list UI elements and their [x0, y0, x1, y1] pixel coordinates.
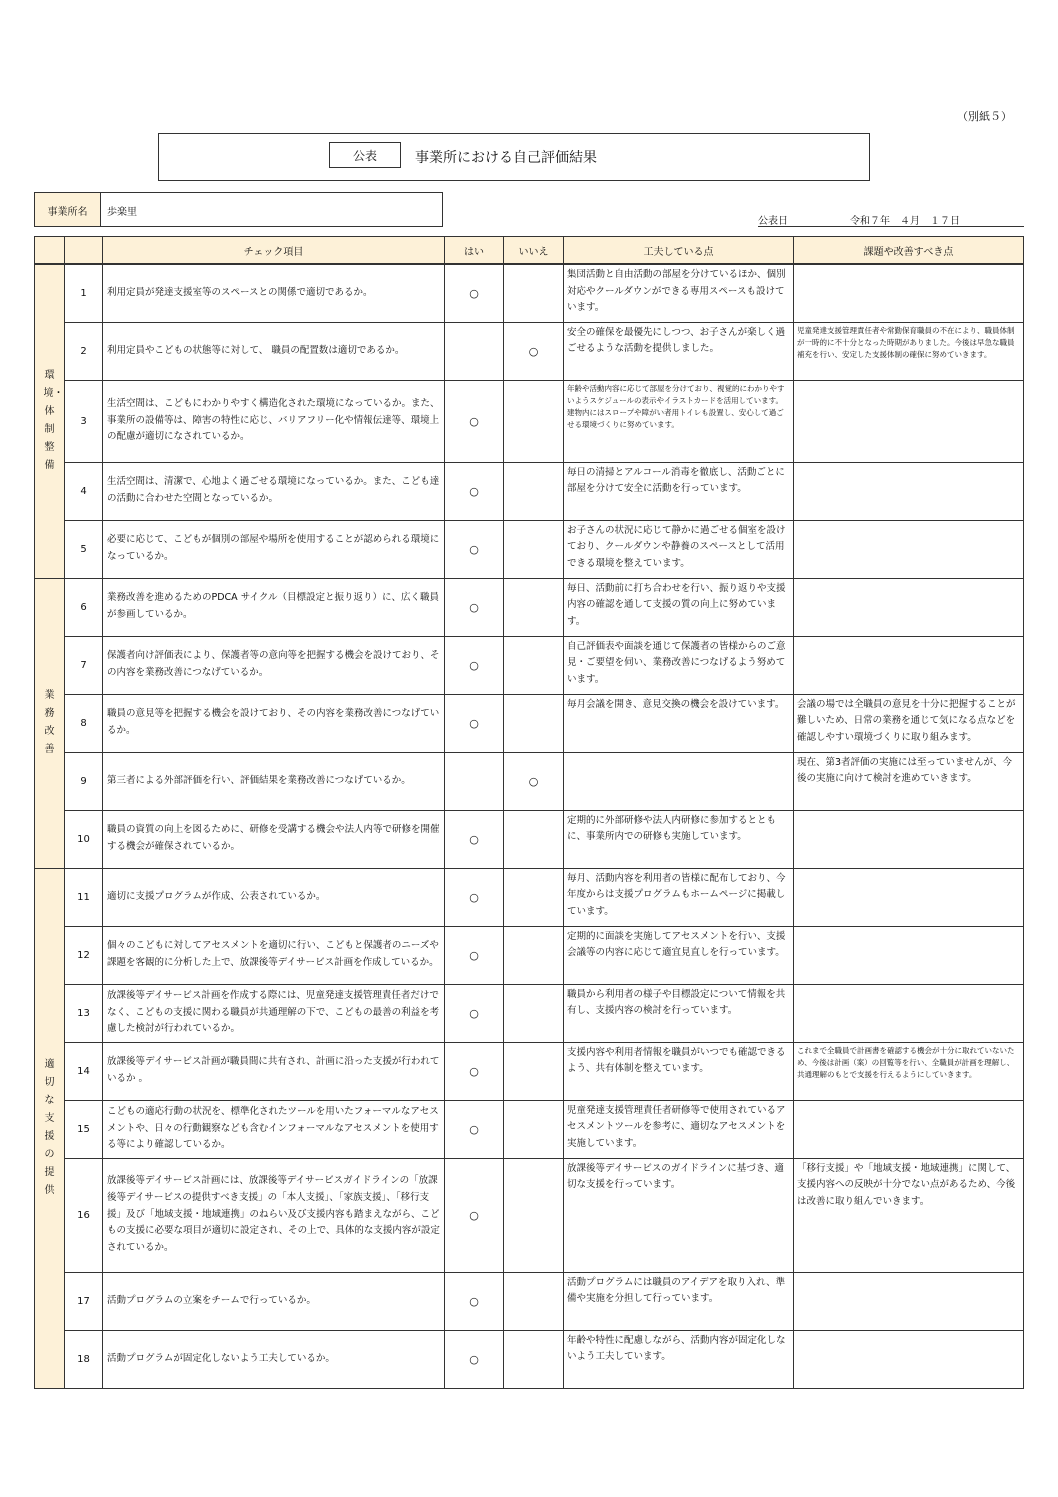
issue-note [794, 578, 1024, 636]
issue-note [794, 636, 1024, 694]
row-number: 9 [65, 752, 103, 810]
issue-note [794, 1100, 1024, 1158]
table-row [35, 1330, 1024, 1388]
no-mark [504, 520, 564, 578]
publication-date-value: 令和７年 ４月 １７日 [850, 216, 960, 227]
table-row [35, 868, 1024, 926]
table-row [35, 926, 1024, 984]
effort-note: 年齢や活動内容に応じて部屋を分けており、視覚的にわかりやすいようスケジュールの表示やイラストカードを活用しています。建物内にはスロープや障がい者用トイレも設置し、安心して過ごせる環境づくりに努めています。 [564, 380, 794, 462]
yes-mark: ○ [445, 520, 504, 578]
header-yes: はい [445, 237, 504, 265]
row-number: 8 [65, 694, 103, 752]
header-no: いいえ [504, 237, 564, 265]
yes-mark: ○ [445, 1100, 504, 1158]
effort-note: 毎月会議を開き、意見交換の機会を設けています。 [564, 694, 794, 752]
row-number: 16 [65, 1158, 103, 1272]
issue-note [794, 520, 1024, 578]
row-number: 17 [65, 1272, 103, 1330]
yes-mark: ○ [445, 1042, 504, 1100]
no-mark [504, 694, 564, 752]
issue-note [794, 1272, 1024, 1330]
document-title: 事業所における自己評価結果 [415, 150, 597, 166]
table-row [35, 752, 1024, 810]
yes-mark: ○ [445, 264, 504, 322]
no-mark [504, 462, 564, 520]
yes-mark: ○ [445, 1272, 504, 1330]
office-box [34, 192, 443, 227]
office-label: 事業所名 [35, 193, 101, 226]
category-label: 環境・体制整備 [43, 370, 64, 472]
issue-note [794, 868, 1024, 926]
table-row [35, 264, 1024, 322]
check-item: 必要に応じて、こどもが個別の部屋や場所を使用することが認められる環境になっているか。 [103, 520, 445, 578]
header-check-item: チェック項目 [103, 237, 445, 265]
effort-note: 毎日、活動前に打ち合わせを行い、振り返りや支援内容の確認を通して支援の質の向上に努めています。 [564, 578, 794, 636]
divider [758, 226, 1024, 227]
row-number: 2 [65, 322, 103, 380]
no-mark [504, 1100, 564, 1158]
category-cell [35, 578, 65, 868]
row-number: 11 [65, 868, 103, 926]
table-row [35, 1100, 1024, 1158]
row-number: 13 [65, 984, 103, 1042]
check-item: 保護者向け評価表により、保護者等の意向等を把握する機会を設けており、その内容を業務改善につなげているか。 [103, 636, 445, 694]
table-row [35, 578, 1024, 636]
annex-label: （別紙５） [957, 110, 1012, 123]
effort-note: 安全の確保を最優先にしつつ、お子さんが楽しく過ごせるような活動を提供しました。 [564, 322, 794, 380]
yes-mark: ○ [445, 926, 504, 984]
publication-date-label: 公表日 [758, 216, 788, 227]
table-row [35, 520, 1024, 578]
yes-mark: ○ [445, 868, 504, 926]
row-number: 3 [65, 380, 103, 462]
effort-note: 活動プログラムには職員のアイデアを取り入れ、準備や実施を分担して行っています。 [564, 1272, 794, 1330]
issue-note: 「移行支援」や「地域支援・地域連携」に関して、支援内容への反映が十分でない点があるため、今後は改善に取り組んでいきます。 [794, 1158, 1024, 1272]
row-number: 4 [65, 462, 103, 520]
effort-note: 定期的に外部研修や法人内研修に参加するとともに、事業所内での研修も実施しています。 [564, 810, 794, 868]
yes-mark: ○ [445, 1330, 504, 1388]
yes-mark [445, 752, 504, 810]
table-row [35, 322, 1024, 380]
category-label: 業務改善 [44, 690, 55, 755]
effort-note: 集団活動と自由活動の部屋を分けているほか、個別対応やクールダウンができる専用スペースも設けています。 [564, 264, 794, 322]
effort-note: 職員から利用者の様子や目標設定について情報を共有し、支援内容の検討を行っています。 [564, 984, 794, 1042]
title-box [158, 133, 870, 181]
row-number: 12 [65, 926, 103, 984]
issue-note [794, 984, 1024, 1042]
effort-note: 定期的に面談を実施してアセスメントを行い、支援会議等の内容に応じて適宜見直しを行っています。 [564, 926, 794, 984]
check-item: 個々のこどもに対してアセスメントを適切に行い、こどもと保護者のニーズや課題を客観的に分析した上で、放課後等デイサービス計画を作成しているか。 [103, 926, 445, 984]
table-row [35, 636, 1024, 694]
effort-note: 年齢や特性に配慮しながら、活動内容が固定化しないよう工夫しています。 [564, 1330, 794, 1388]
yes-mark: ○ [445, 1158, 504, 1272]
row-number: 6 [65, 578, 103, 636]
effort-note: 毎月、活動内容を利用者の皆様に配布しており、今年度からは支援プログラムもホームページに掲載しています。 [564, 868, 794, 926]
evaluation-table [34, 236, 1024, 1389]
no-mark [504, 264, 564, 322]
no-mark [504, 1330, 564, 1388]
table-row [35, 1158, 1024, 1272]
check-item: 第三者による外部評価を行い、評価結果を業務改善につなげているか。 [103, 752, 445, 810]
row-number: 1 [65, 264, 103, 322]
issue-note [794, 462, 1024, 520]
issue-note [794, 1330, 1024, 1388]
effort-note: 支援内容や利用者情報を職員がいつでも確認できるよう、共有体制を整えています。 [564, 1042, 794, 1100]
table-header [35, 237, 1024, 265]
no-mark [504, 868, 564, 926]
check-item: 生活空間は、清潔で、心地よく過ごせる環境になっているか。また、こども達の活動に合わせた空間となっているか。 [103, 462, 445, 520]
issue-note [794, 926, 1024, 984]
table-row [35, 810, 1024, 868]
effort-note: お子さんの状況に応じて静かに過ごせる個室を設けており、クールダウンや静養のスペースとして活用できる環境を整えています。 [564, 520, 794, 578]
effort-note: 毎日の清掃とアルコール消毒を徹底し、活動ごとに部屋を分けて安全に活動を行っています。 [564, 462, 794, 520]
issue-note [794, 264, 1024, 322]
issue-note: これまで全職員で計画書を確認する機会が十分に取れていないため、今後は計画（案）の回覧等を行い、全職員が計画を理解し、共通理解のもとで支援を行えるようにしていきます。 [794, 1042, 1024, 1100]
no-mark [504, 1272, 564, 1330]
check-item: 活動プログラムの立案をチームで行っているか。 [103, 1272, 445, 1330]
header-efforts: 工夫している点 [564, 237, 794, 265]
row-number: 7 [65, 636, 103, 694]
no-mark [504, 1042, 564, 1100]
issue-note: 会議の場では全職員の意見を十分に把握することが難しいため、日常の業務を通じて気になる点などを確認しやすい環境づくりに取り組みます。 [794, 694, 1024, 752]
no-mark [504, 1158, 564, 1272]
category-cell [35, 868, 65, 1388]
no-mark [504, 380, 564, 462]
no-mark [504, 636, 564, 694]
check-item: 利用定員が発達支援室等のスペースとの関係で適切であるか。 [103, 264, 445, 322]
no-mark: ○ [504, 322, 564, 380]
no-mark [504, 810, 564, 868]
no-mark [504, 984, 564, 1042]
yes-mark: ○ [445, 380, 504, 462]
office-name: 歩楽里 [107, 207, 137, 218]
effort-note: 放課後等デイサービスのガイドラインに基づき、適切な支援を行っています。 [564, 1158, 794, 1272]
issue-note [794, 380, 1024, 462]
yes-mark: ○ [445, 984, 504, 1042]
table-row [35, 984, 1024, 1042]
row-number: 5 [65, 520, 103, 578]
effort-note [564, 752, 794, 810]
check-item: 放課後等デイサービス計画を作成する際には、児童発達支援管理責任者だけでなく、こどもの支援に関わる職員が共通理解の下で、こどもの最善の利益を考慮した検討が行われているか。 [103, 984, 445, 1042]
publication-badge: 公表 [329, 142, 401, 168]
check-item: 放課後等デイサービス計画が職員間に共有され、計画に沿った支援が行われているか 。 [103, 1042, 445, 1100]
yes-mark: ○ [445, 578, 504, 636]
header-cell [35, 237, 65, 265]
effort-note: 自己評価表や面談を通じて保護者の皆様からのご意見・ご要望を伺い、業務改善につなげるよう努めています。 [564, 636, 794, 694]
table-row [35, 1042, 1024, 1100]
check-item: 生活空間は、こどもにわかりやすく構造化された環境になっているか。また、事業所の設備等は、障害の特性に応じ、バリアフリー化や情報伝達等、環境上の配慮が適切になされているか。 [103, 380, 445, 462]
row-number: 18 [65, 1330, 103, 1388]
check-item: 職員の資質の向上を図るために、研修を受講する機会や法人内等で研修を開催する機会が確保されているか。 [103, 810, 445, 868]
category-cell [35, 264, 65, 578]
row-number: 15 [65, 1100, 103, 1158]
check-item: 業務改善を進めるためのPDCA サイクル（目標設定と振り返り）に、広く職員が参画しているか。 [103, 578, 445, 636]
check-item: 適切に支援プログラムが作成、公表されているか。 [103, 868, 445, 926]
yes-mark: ○ [445, 462, 504, 520]
check-item: 活動プログラムが固定化しないよう工夫しているか。 [103, 1330, 445, 1388]
table-row [35, 1272, 1024, 1330]
no-mark [504, 578, 564, 636]
check-item: こどもの適応行動の状況を、標準化されたツールを用いたフォーマルなアセスメントや、日々の行動観察なども含むインフォーマルなアセスメントを使用する等により確認しているか。 [103, 1100, 445, 1158]
table-row [35, 462, 1024, 520]
header-issues: 課題や改善すべき点 [794, 237, 1024, 265]
no-mark: ○ [504, 752, 564, 810]
table-row [35, 380, 1024, 462]
effort-note: 児童発達支援管理責任者研修等で使用されているアセスメントツールを参考に、適切なアセスメントを実施しています。 [564, 1100, 794, 1158]
check-item: 放課後等デイサービス計画には、放課後等デイサービスガイドラインの「放課後等デイサービスの提供すべき支援」の「本人支援」、「家族支援」、「移行支援」及び「地域支援・地域連携」のねらい及び支援内容も踏まえながら、こどもの支援に必要な項目が適切に設定され、その上で、具体的な支援内容が設定されているか。 [103, 1158, 445, 1272]
no-mark [504, 926, 564, 984]
issue-note: 現在、第3者評価の実施には至っていませんが、今後の実施に向けて検討を進めていきます。 [794, 752, 1024, 810]
yes-mark: ○ [445, 694, 504, 752]
issue-note: 児童発達支援管理責任者や常勤保育職員の不在により、職員体制が一時的に不十分となった時期がありました。今後は早急な職員補充を行い、安定した支援体制の確保に努めていきます。 [794, 322, 1024, 380]
table-row [35, 694, 1024, 752]
row-number: 14 [65, 1042, 103, 1100]
category-label: 適切な支援の提供 [44, 1059, 55, 1196]
check-item: 利用定員やこどもの状態等に対して、 職員の配置数は適切であるか。 [103, 322, 445, 380]
issue-note [794, 810, 1024, 868]
yes-mark: ○ [445, 810, 504, 868]
yes-mark [445, 322, 504, 380]
yes-mark: ○ [445, 636, 504, 694]
row-number: 10 [65, 810, 103, 868]
check-item: 職員の意見等を把握する機会を設けており、その内容を業務改善につなげているか。 [103, 694, 445, 752]
header-cell [65, 237, 103, 265]
